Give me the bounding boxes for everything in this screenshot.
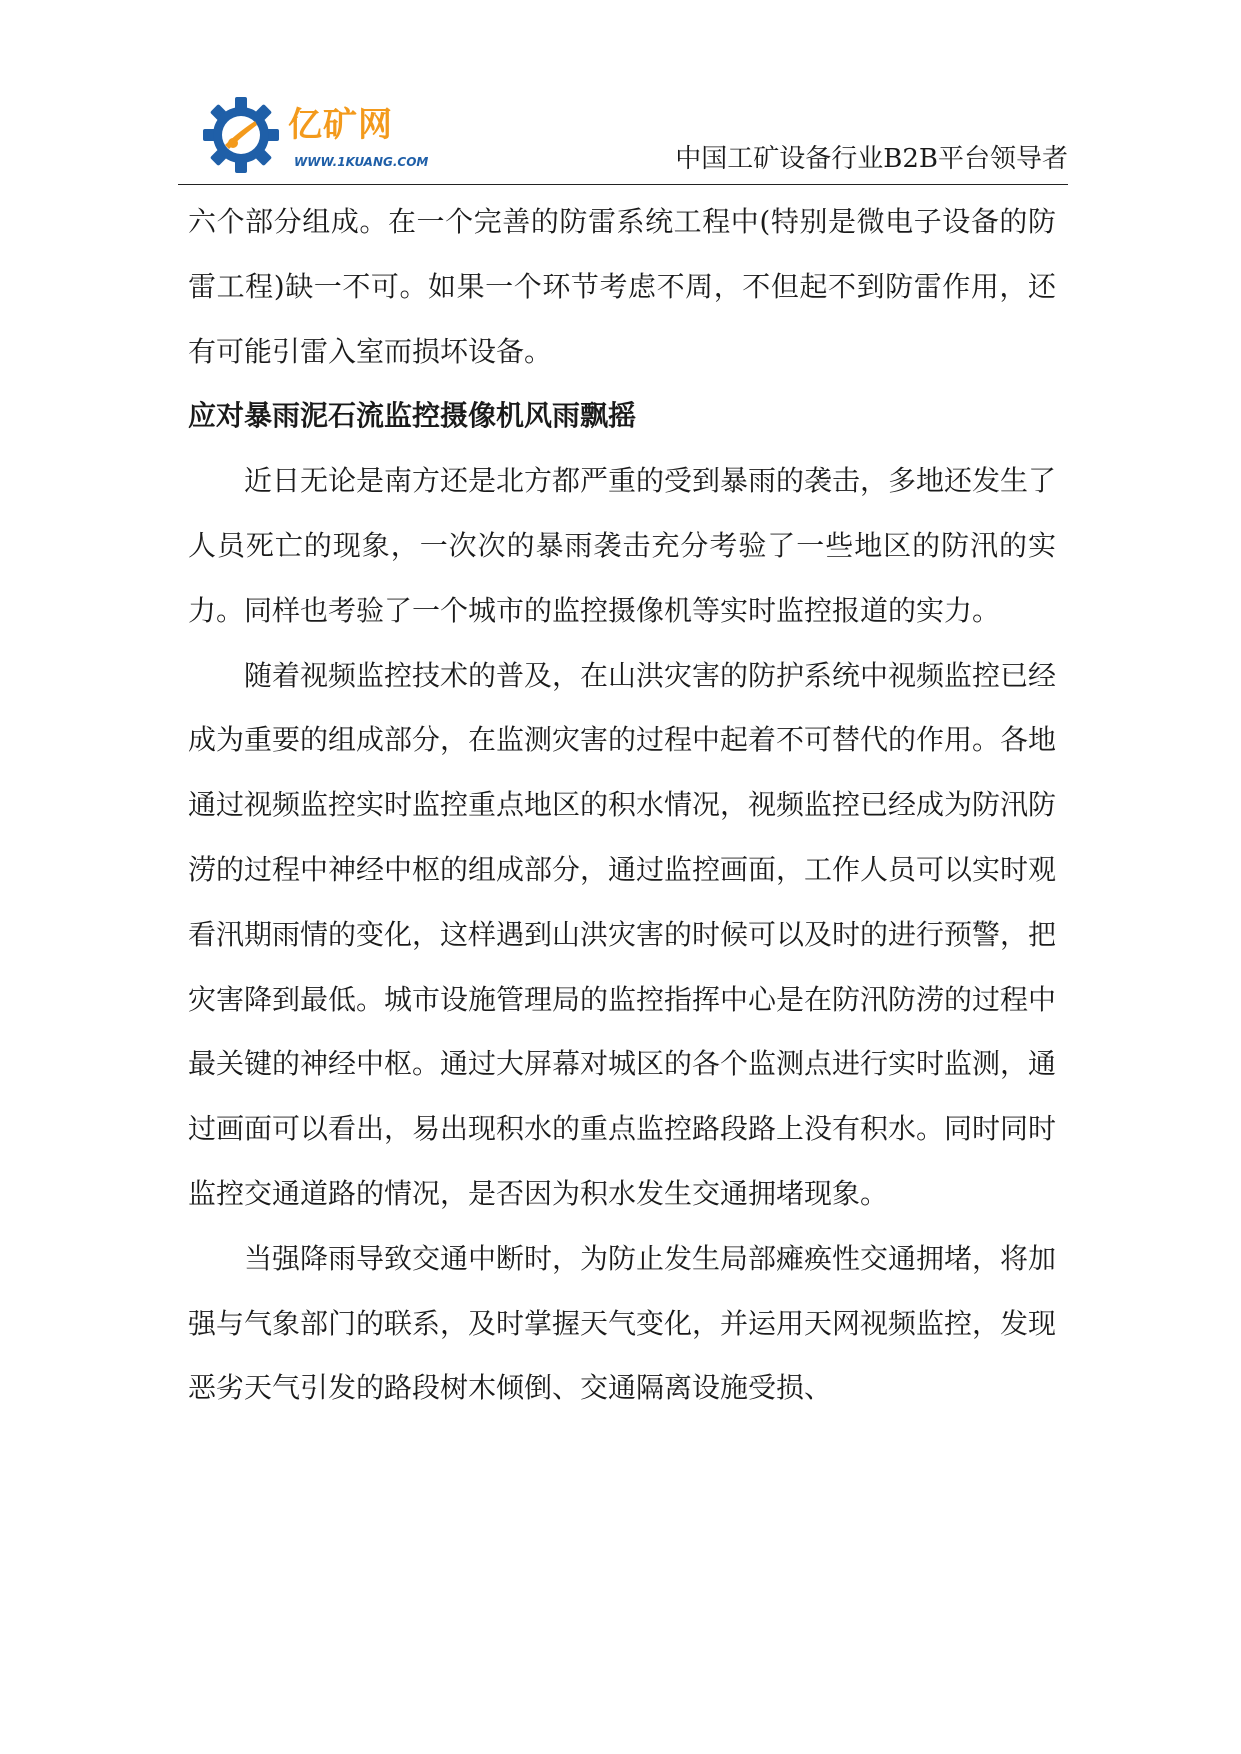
continued-paragraph: 六个部分组成。在一个完善的防雷系统工程中(特别是微电子设备的防雷工程)缺一不可。如果一个环节考虑不周，不但起不到防雷作用，还有可能引雷入室而损坏设备。 — [188, 205, 1056, 368]
header-divider — [178, 184, 1068, 185]
document-body — [188, 190, 1056, 1421]
body-paragraph: 近日无论是南方还是北方都严重的受到暴雨的袭击，多地还发生了人员死亡的现象，一次次的暴雨袭击充分考验了一些地区的防汛的实力。同样也考验了一个城市的监控摄像机等实时监控报道的实力。 — [188, 464, 1057, 627]
body-paragraph: 当强降雨导致交通中断时，为防止发生局部瘫痪性交通拥堵，将加强与气象部门的联系，及时掌握天气变化，并运用天网视频监控，发现恶劣天气引发的路段树木倾倒、交通隔离设施受损、 — [188, 1241, 1057, 1405]
gear-logo-icon — [202, 96, 280, 174]
body-paragraph: 随着视频监控技术的普及，在山洪灾害的防护系统中视频监控已经成为重要的组成部分，在监测灾害的过程中起着不可替代的作用。各地通过视频监控实时监控重点地区的积水情况，视频监控已经成为防汛防涝的过程中神经中枢的组成部分，通过监控画面，工作人员可以实时观看汛期雨情的变化，这样遇到山洪灾害的时候可以及时的进行预警，把灾害降到最低。城市设施管理局的监控指挥中心是在防汛防涝的过程中最关键的神经中枢。通过大屏幕对城区的各个监测点进行实时监测，通过画面可以看出，易出现积水的重点监控路段路上没有积水。同时同时监控交通道路的情况，是否因为积水发生交通拥堵现象。 — [188, 658, 1057, 1210]
logo-url: WWW.1KUANG.COM — [294, 155, 429, 169]
logo-name: 亿矿网 — [288, 105, 393, 145]
section-heading: 应对暴雨泥石流监控摄像机风雨飘摇 — [188, 399, 637, 433]
header-tagline: 中国工矿设备行业B2B平台领导者 — [675, 144, 1068, 174]
page-header — [178, 88, 1068, 186]
site-logo[interactable] — [202, 96, 442, 176]
